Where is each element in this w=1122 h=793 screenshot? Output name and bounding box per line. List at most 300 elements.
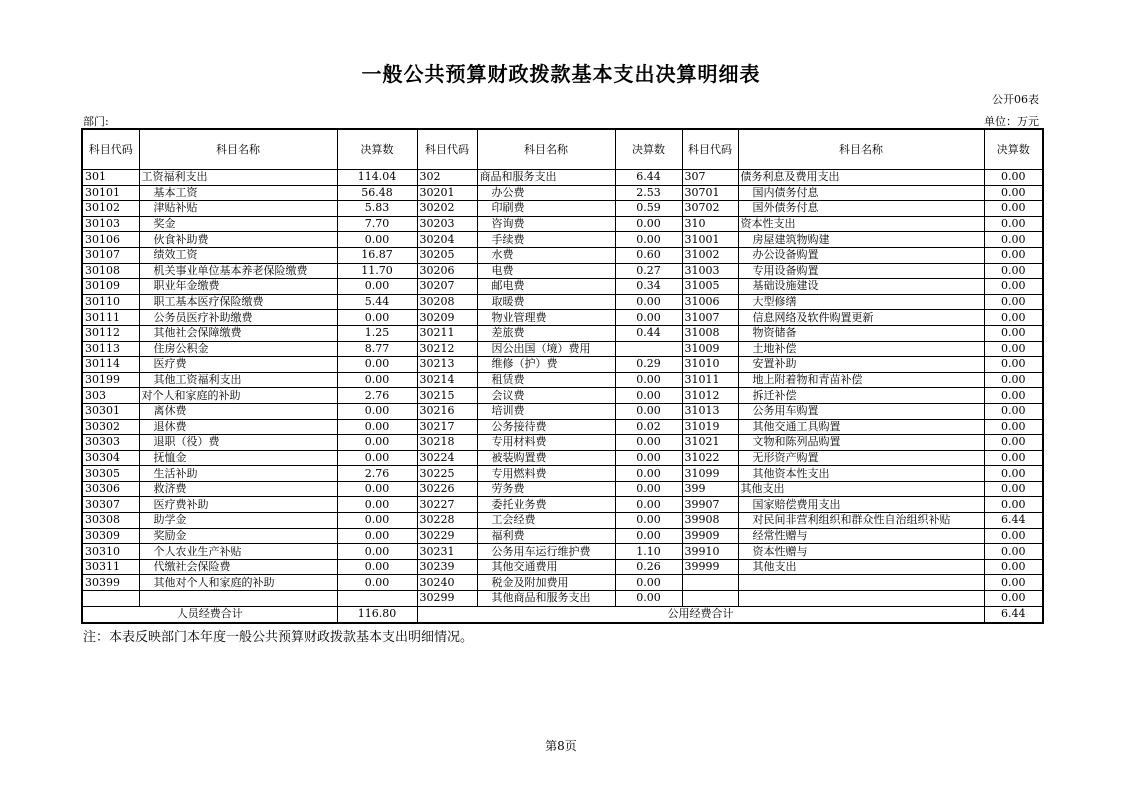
final-amount: 0.00 <box>984 419 1043 435</box>
expenditure-table <box>81 128 1044 624</box>
subject-name: 物资储备 <box>738 325 984 341</box>
table-row <box>82 170 1043 186</box>
subject-name: 资本性支出 <box>738 216 984 232</box>
final-amount: 0.00 <box>984 325 1043 341</box>
subject-code: 30214 <box>417 372 477 388</box>
subject-name: 手续费 <box>477 232 615 248</box>
subject-name: 经常性赠与 <box>738 528 984 544</box>
subject-name: 专用燃料费 <box>477 466 615 482</box>
subject-code: 30209 <box>417 310 477 326</box>
subject-code: 31006 <box>682 294 738 310</box>
table-row <box>82 201 1043 217</box>
table-row <box>82 575 1043 591</box>
table-row <box>82 372 1043 388</box>
subject-code: 30204 <box>417 232 477 248</box>
subject-code: 30110 <box>82 294 139 310</box>
subject-name: 税金及附加费用 <box>477 575 615 591</box>
subject-name: 医疗费 <box>139 357 337 373</box>
subject-code: 30203 <box>417 216 477 232</box>
table-header-row <box>82 129 1043 170</box>
final-amount: 0.44 <box>615 325 682 341</box>
final-amount: 0.00 <box>984 341 1043 357</box>
subject-name: 津贴补贴 <box>139 201 337 217</box>
final-amount: 0.00 <box>984 247 1043 263</box>
final-amount: 0.26 <box>615 559 682 575</box>
final-amount: 0.00 <box>984 575 1043 591</box>
subject-code: 303 <box>82 388 139 404</box>
final-amount: 0.34 <box>615 279 682 295</box>
subject-name: 差旅费 <box>477 325 615 341</box>
final-amount: 0.00 <box>984 232 1043 248</box>
table-row <box>82 435 1043 451</box>
final-amount: 0.00 <box>337 310 417 326</box>
subject-code: 31011 <box>682 372 738 388</box>
subject-name: 国内债务付息 <box>738 185 984 201</box>
subject-name: 房屋建筑物购建 <box>738 232 984 248</box>
subject-code: 30231 <box>417 544 477 560</box>
subject-code: 30199 <box>82 372 139 388</box>
final-amount: 6.44 <box>984 513 1043 529</box>
table-row <box>82 232 1043 248</box>
subject-code: 30304 <box>82 450 139 466</box>
subject-name: 机关事业单位基本养老保险缴费 <box>139 263 337 279</box>
final-amount: 0.00 <box>984 450 1043 466</box>
final-amount: 0.00 <box>337 559 417 575</box>
subject-name: 会议费 <box>477 388 615 404</box>
table-body <box>82 170 1043 607</box>
page-title: 一般公共预算财政拨款基本支出决算明细表 <box>361 62 761 86</box>
final-amount: 0.00 <box>337 419 417 435</box>
subject-code: 30215 <box>417 388 477 404</box>
subject-code: 39999 <box>682 559 738 575</box>
table-row <box>82 294 1043 310</box>
final-amount: 0.00 <box>984 310 1043 326</box>
subject-name <box>738 575 984 591</box>
final-amount: 0.00 <box>984 294 1043 310</box>
final-amount: 0.00 <box>984 201 1043 217</box>
final-amount: 0.00 <box>615 403 682 419</box>
subject-code: 30107 <box>82 247 139 263</box>
final-amount: 0.00 <box>337 279 417 295</box>
subject-code: 30702 <box>682 201 738 217</box>
final-amount: 0.00 <box>615 435 682 451</box>
subject-code: 31003 <box>682 263 738 279</box>
subject-name: 退休费 <box>139 419 337 435</box>
subject-name: 其他交通费用 <box>477 559 615 575</box>
public-total-label: 公用经费合计 <box>417 606 984 623</box>
table-note: 注：本表反映部门本年度一般公共预算财政拨款基本支出明细情况。 <box>83 630 474 645</box>
final-amount: 0.00 <box>984 388 1043 404</box>
table-row <box>82 388 1043 404</box>
subject-name: 安置补助 <box>738 357 984 373</box>
final-amount: 0.00 <box>984 591 1043 607</box>
subject-code: 30302 <box>82 419 139 435</box>
subject-name: 电费 <box>477 263 615 279</box>
final-amount: 0.00 <box>984 481 1043 497</box>
subject-code: 31009 <box>682 341 738 357</box>
subject-code: 30301 <box>82 403 139 419</box>
final-amount: 7.70 <box>337 216 417 232</box>
subject-name: 其他支出 <box>738 559 984 575</box>
subject-name: 职业年金缴费 <box>139 279 337 295</box>
header-amount-2: 决算数 <box>615 129 682 170</box>
table-number: 公开06表 <box>992 93 1039 106</box>
subject-name: 工会经费 <box>477 513 615 529</box>
subject-name: 办公设备购置 <box>738 247 984 263</box>
final-amount: 0.00 <box>615 232 682 248</box>
subject-code: 30202 <box>417 201 477 217</box>
final-amount: 0.00 <box>984 372 1043 388</box>
personnel-total-value: 116.80 <box>337 606 417 623</box>
subject-code: 30106 <box>82 232 139 248</box>
subject-code: 30308 <box>82 513 139 529</box>
final-amount: 5.83 <box>337 201 417 217</box>
subject-name <box>738 591 984 607</box>
subject-name: 土地补偿 <box>738 341 984 357</box>
subject-name: 救济费 <box>139 481 337 497</box>
subject-name: 奖金 <box>139 216 337 232</box>
subject-code: 30101 <box>82 185 139 201</box>
final-amount: 6.44 <box>615 170 682 186</box>
header-name-1: 科目名称 <box>139 129 337 170</box>
subject-code: 31005 <box>682 279 738 295</box>
subject-code: 31013 <box>682 403 738 419</box>
subject-name: 劳务费 <box>477 481 615 497</box>
final-amount: 1.10 <box>615 544 682 560</box>
table-row <box>82 357 1043 373</box>
subject-name: 培训费 <box>477 403 615 419</box>
table-row <box>82 403 1043 419</box>
subject-name: 福利费 <box>477 528 615 544</box>
final-amount: 0.00 <box>337 528 417 544</box>
subject-code: 30306 <box>82 481 139 497</box>
final-amount: 0.02 <box>615 419 682 435</box>
subject-name: 取暖费 <box>477 294 615 310</box>
subject-name: 专用设备购置 <box>738 263 984 279</box>
subject-code <box>82 591 139 607</box>
final-amount: 0.00 <box>615 513 682 529</box>
final-amount: 8.77 <box>337 341 417 357</box>
final-amount: 0.00 <box>337 403 417 419</box>
subject-code: 30113 <box>82 341 139 357</box>
subject-code: 31010 <box>682 357 738 373</box>
table-row <box>82 325 1043 341</box>
subject-name: 其他社会保障缴费 <box>139 325 337 341</box>
subject-name: 债务利息及费用支出 <box>738 170 984 186</box>
final-amount: 0.00 <box>615 450 682 466</box>
subject-name: 咨询费 <box>477 216 615 232</box>
final-amount: 2.53 <box>615 185 682 201</box>
subject-code: 30111 <box>82 310 139 326</box>
subject-name: 物业管理费 <box>477 310 615 326</box>
subject-code: 30211 <box>417 325 477 341</box>
final-amount: 0.00 <box>984 497 1043 513</box>
table-row <box>82 216 1043 232</box>
subject-code: 30229 <box>417 528 477 544</box>
subject-name: 信息网络及软件购置更新 <box>738 310 984 326</box>
final-amount: 0.00 <box>337 544 417 560</box>
final-amount: 0.00 <box>337 513 417 529</box>
final-amount: 0.00 <box>337 575 417 591</box>
table-row <box>82 559 1043 575</box>
final-amount: 16.87 <box>337 247 417 263</box>
subject-name: 其他工资福利支出 <box>139 372 337 388</box>
final-amount: 0.00 <box>615 372 682 388</box>
header-code-3: 科目代码 <box>682 129 738 170</box>
final-amount: 0.00 <box>337 357 417 373</box>
subject-name: 维修（护）费 <box>477 357 615 373</box>
subject-code: 30239 <box>417 559 477 575</box>
summary-row <box>82 606 1043 623</box>
subject-code: 30311 <box>82 559 139 575</box>
subject-name: 委托业务费 <box>477 497 615 513</box>
final-amount: 0.00 <box>337 450 417 466</box>
subject-code: 30216 <box>417 403 477 419</box>
final-amount: 0.00 <box>337 481 417 497</box>
final-amount: 2.76 <box>337 466 417 482</box>
final-amount: 0.00 <box>984 544 1043 560</box>
final-amount: 0.00 <box>984 357 1043 373</box>
public-total-value: 6.44 <box>984 606 1043 623</box>
subject-name: 其他对个人和家庭的补助 <box>139 575 337 591</box>
subject-code: 31002 <box>682 247 738 263</box>
table-row <box>82 591 1043 607</box>
final-amount: 0.59 <box>615 201 682 217</box>
subject-name: 因公出国（境）费用 <box>477 341 615 357</box>
subject-code: 30303 <box>82 435 139 451</box>
final-amount: 0.00 <box>615 497 682 513</box>
subject-code: 30701 <box>682 185 738 201</box>
subject-name <box>139 591 337 607</box>
final-amount: 0.00 <box>337 372 417 388</box>
subject-code: 30109 <box>82 279 139 295</box>
subject-name: 医疗费补助 <box>139 497 337 513</box>
subject-code: 30305 <box>82 466 139 482</box>
final-amount: 0.00 <box>615 216 682 232</box>
final-amount: 0.00 <box>337 497 417 513</box>
subject-name: 租赁费 <box>477 372 615 388</box>
subject-code: 30309 <box>82 528 139 544</box>
final-amount: 114.04 <box>337 170 417 186</box>
final-amount: 0.00 <box>337 232 417 248</box>
subject-name: 伙食补助费 <box>139 232 337 248</box>
subject-name: 基本工资 <box>139 185 337 201</box>
subject-code: 30310 <box>82 544 139 560</box>
subject-code: 30114 <box>82 357 139 373</box>
header-name-2: 科目名称 <box>477 129 615 170</box>
subject-name: 离休费 <box>139 403 337 419</box>
department-label: 部门: <box>83 115 109 128</box>
final-amount: 0.00 <box>984 216 1043 232</box>
final-amount: 0.60 <box>615 247 682 263</box>
subject-code: 30108 <box>82 263 139 279</box>
subject-code: 30212 <box>417 341 477 357</box>
subject-name: 文物和陈列品购置 <box>738 435 984 451</box>
table-row <box>82 450 1043 466</box>
final-amount: 1.25 <box>337 325 417 341</box>
subject-code: 39910 <box>682 544 738 560</box>
subject-code: 30102 <box>82 201 139 217</box>
final-amount: 0.00 <box>984 466 1043 482</box>
table-row <box>82 513 1043 529</box>
subject-name: 其他交通工具购置 <box>738 419 984 435</box>
subject-code: 30208 <box>417 294 477 310</box>
final-amount: 0.00 <box>984 403 1043 419</box>
final-amount: 0.00 <box>984 279 1043 295</box>
final-amount <box>337 591 417 607</box>
table-row <box>82 263 1043 279</box>
subject-name: 公务员医疗补助缴费 <box>139 310 337 326</box>
final-amount: 2.76 <box>337 388 417 404</box>
subject-name: 住房公积金 <box>139 341 337 357</box>
subject-name: 奖励金 <box>139 528 337 544</box>
table-row <box>82 497 1043 513</box>
final-amount: 0.00 <box>984 263 1043 279</box>
subject-name: 无形资产购置 <box>738 450 984 466</box>
subject-code: 307 <box>682 170 738 186</box>
final-amount: 0.00 <box>984 170 1043 186</box>
subject-name: 工资福利支出 <box>139 170 337 186</box>
table-row <box>82 466 1043 482</box>
subject-name: 绩效工资 <box>139 247 337 263</box>
table-row <box>82 544 1043 560</box>
final-amount: 0.00 <box>615 528 682 544</box>
subject-name: 其他支出 <box>738 481 984 497</box>
subject-name: 抚恤金 <box>139 450 337 466</box>
final-amount: 5.44 <box>337 294 417 310</box>
final-amount: 0.00 <box>615 294 682 310</box>
final-amount: 0.00 <box>615 575 682 591</box>
subject-code: 310 <box>682 216 738 232</box>
subject-code: 30205 <box>417 247 477 263</box>
final-amount: 0.00 <box>984 185 1043 201</box>
final-amount: 0.00 <box>615 310 682 326</box>
subject-code: 39907 <box>682 497 738 513</box>
personnel-total-label: 人员经费合计 <box>82 606 337 623</box>
header-name-3: 科目名称 <box>738 129 984 170</box>
final-amount: 0.00 <box>337 435 417 451</box>
subject-code: 31001 <box>682 232 738 248</box>
subject-code: 30206 <box>417 263 477 279</box>
final-amount <box>615 341 682 357</box>
table-row <box>82 247 1043 263</box>
final-amount: 11.70 <box>337 263 417 279</box>
subject-name: 个人农业生产补贴 <box>139 544 337 560</box>
subject-name: 对民间非营利组织和群众性自治组织补贴 <box>738 513 984 529</box>
subject-code: 301 <box>82 170 139 186</box>
subject-name: 水费 <box>477 247 615 263</box>
subject-name: 邮电费 <box>477 279 615 295</box>
subject-code: 30240 <box>417 575 477 591</box>
final-amount: 0.00 <box>615 481 682 497</box>
header-code-1: 科目代码 <box>82 129 139 170</box>
subject-code: 30201 <box>417 185 477 201</box>
final-amount: 56.48 <box>337 185 417 201</box>
subject-code <box>682 591 738 607</box>
subject-name: 拆迁补偿 <box>738 388 984 404</box>
subject-code: 30226 <box>417 481 477 497</box>
header-amount-1: 决算数 <box>337 129 417 170</box>
subject-code: 31008 <box>682 325 738 341</box>
subject-name: 国外债务付息 <box>738 201 984 217</box>
unit-label: 单位：万元 <box>984 115 1039 128</box>
subject-name: 专用材料费 <box>477 435 615 451</box>
subject-code: 39909 <box>682 528 738 544</box>
final-amount: 0.00 <box>984 528 1043 544</box>
subject-code: 31012 <box>682 388 738 404</box>
subject-code: 30217 <box>417 419 477 435</box>
subject-name: 代缴社会保险费 <box>139 559 337 575</box>
subject-name: 被装购置费 <box>477 450 615 466</box>
subject-code: 31022 <box>682 450 738 466</box>
subject-code: 31021 <box>682 435 738 451</box>
subject-name: 助学金 <box>139 513 337 529</box>
subject-name: 商品和服务支出 <box>477 170 615 186</box>
final-amount: 0.29 <box>615 357 682 373</box>
subject-name: 其他商品和服务支出 <box>477 591 615 607</box>
subject-code: 30213 <box>417 357 477 373</box>
table-row <box>82 310 1043 326</box>
subject-name: 职工基本医疗保险缴费 <box>139 294 337 310</box>
subject-name: 地上附着物和青苗补偿 <box>738 372 984 388</box>
subject-code: 30224 <box>417 450 477 466</box>
subject-name: 公务接待费 <box>477 419 615 435</box>
subject-code: 30228 <box>417 513 477 529</box>
subject-code: 302 <box>417 170 477 186</box>
subject-name: 退职（役）费 <box>139 435 337 451</box>
subject-code <box>682 575 738 591</box>
final-amount: 0.00 <box>615 466 682 482</box>
table-row <box>82 185 1043 201</box>
subject-code: 30399 <box>82 575 139 591</box>
subject-code: 30307 <box>82 497 139 513</box>
final-amount: 0.00 <box>984 435 1043 451</box>
final-amount: 0.00 <box>615 388 682 404</box>
subject-name: 生活补助 <box>139 466 337 482</box>
subject-code: 30112 <box>82 325 139 341</box>
subject-name: 基础设施建设 <box>738 279 984 295</box>
subject-code: 30225 <box>417 466 477 482</box>
header-amount-3: 决算数 <box>984 129 1043 170</box>
subject-name: 公务用车运行维护费 <box>477 544 615 560</box>
table-row <box>82 279 1043 295</box>
subject-name: 资本性赠与 <box>738 544 984 560</box>
final-amount: 0.00 <box>984 559 1043 575</box>
subject-code: 399 <box>682 481 738 497</box>
subject-name: 印刷费 <box>477 201 615 217</box>
subject-code: 31019 <box>682 419 738 435</box>
page-number: 第8页 <box>545 739 577 753</box>
subject-name: 大型修缮 <box>738 294 984 310</box>
table-row <box>82 528 1043 544</box>
subject-code: 39908 <box>682 513 738 529</box>
subject-code: 31007 <box>682 310 738 326</box>
subject-code: 30103 <box>82 216 139 232</box>
table-row <box>82 481 1043 497</box>
table-row <box>82 341 1043 357</box>
table-row <box>82 419 1043 435</box>
subject-code: 31099 <box>682 466 738 482</box>
subject-code: 30227 <box>417 497 477 513</box>
subject-name: 公务用车购置 <box>738 403 984 419</box>
subject-code: 30207 <box>417 279 477 295</box>
subject-name: 其他资本性支出 <box>738 466 984 482</box>
subject-name: 对个人和家庭的补助 <box>139 388 337 404</box>
subject-name: 办公费 <box>477 185 615 201</box>
header-code-2: 科目代码 <box>417 129 477 170</box>
subject-code: 30299 <box>417 591 477 607</box>
final-amount: 0.00 <box>615 591 682 607</box>
